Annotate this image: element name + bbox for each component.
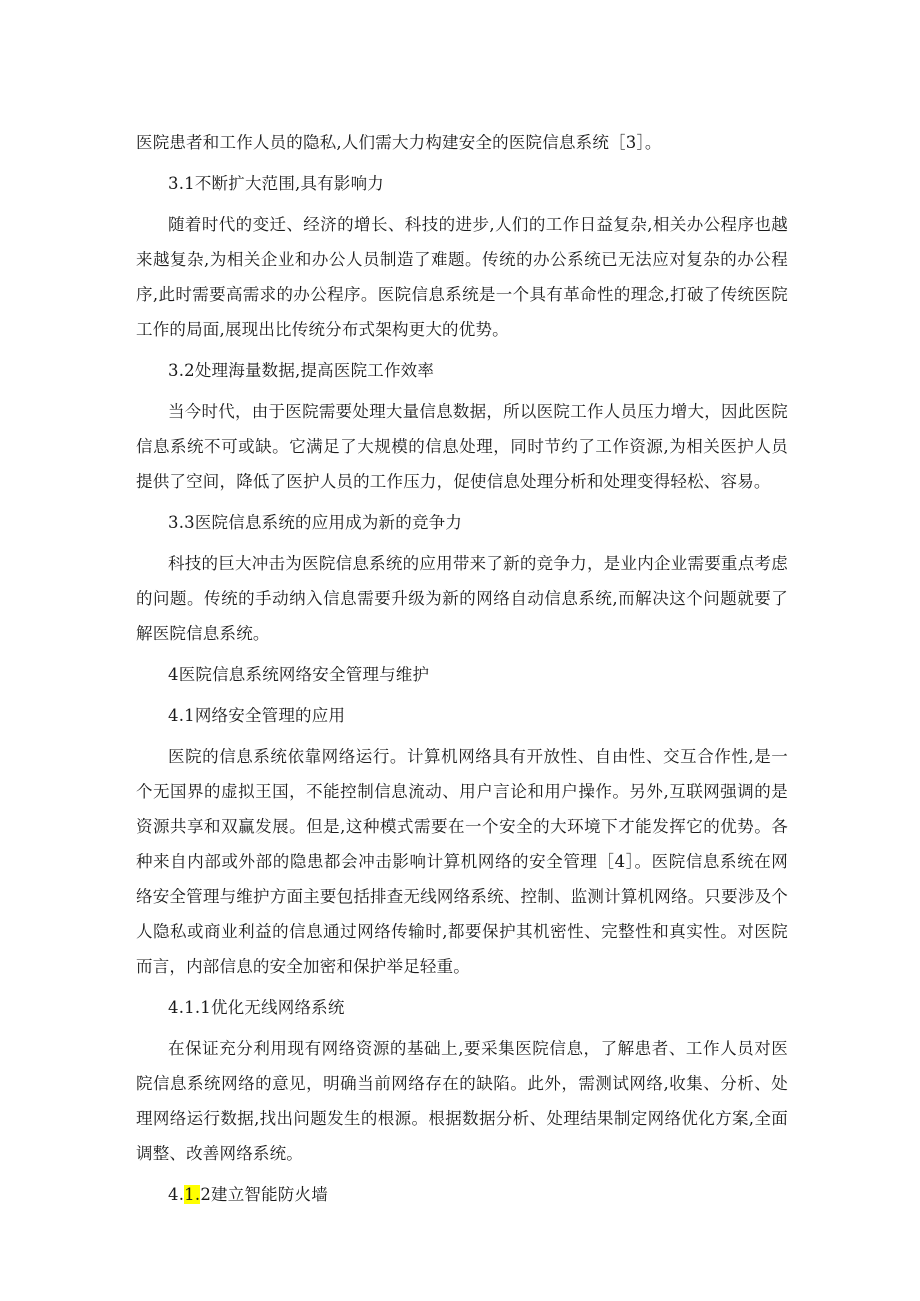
heading-4-1: 4.1网络安全管理的应用 bbox=[168, 706, 346, 725]
heading-4-1-1: 4.1.1优化无线网络系统 bbox=[168, 998, 345, 1017]
paragraph-3-2: 当今时代，由于医院需要处理大量信息数据，所以医院工作人员压力增大，因此医院信息系统不可或缺。它满足了大规模的信息处理，同时节约了工作资源,为相关医护人员提供了空间，降低了医护人员的工作压力，促使信息处理分析和处理变得轻松、容易。 bbox=[136, 402, 788, 491]
heading-3-1: 3.1不断扩大范围,具有影响力 bbox=[168, 174, 384, 193]
paragraph-3-1: 随着时代的变迁、经济的增长、科技的进步,人们的工作日益复杂,相关办公程序也越来越复杂,为相关企业和办公人员制造了难题。传统的办公系统已无法应对复杂的办公程序,此时需要高需求的办公程序。医院信息系统是一个具有革命性的理念,打破了传统医院工作的局面,展现出比传统分布式架构更大的优势。 bbox=[136, 215, 788, 339]
heading-3-2: 3.2处理海量数据,提高医院工作效率 bbox=[168, 361, 435, 380]
paragraph-4-1: 医院的信息系统依靠网络运行。计算机网络具有开放性、自由性、交互合作性,是一个无国界的虚拟王国，不能控制信息流动、用户言论和用户操作。另外,互联网强调的是资源共享和双赢发展。但是,这种模式需要在一个安全的大环境下才能发挥它的优势。各种来自内部或外部的隐患都会冲击影响计算机网络的安全管理［4］。医院信息系统在网络安全管理与维护方面主要包括排查无线网络系统、控制、监测计算机网络。只要涉及个人隐私或商业利益的信息通过网络传输时,都要保护其机密性、完整性和真实性。对医院而言，内部信息的安全加密和保护举足轻重。 bbox=[136, 747, 788, 976]
highlighted-text: 1. bbox=[184, 1185, 201, 1204]
heading-4-1-2 bbox=[136, 1177, 788, 1212]
document-body bbox=[136, 125, 788, 1212]
paragraph-4-1-1: 在保证充分利用现有网络资源的基础上,要采集医院信息，了解患者、工作人员对医院信息系统网络的意见，明确当前网络存在的缺陷。此外，需测试网络,收集、分析、处理网络运行数据,找出问题发生的根源。根据数据分析、处理结果制定网络优化方案,全面调整、改善网络系统。 bbox=[136, 1039, 788, 1163]
paragraph-privacy-intro: 医院患者和工作人员的隐私,人们需大力构建安全的医院信息系统［3］。 bbox=[136, 133, 662, 152]
heading-suffix: 2建立智能防火墙 bbox=[200, 1185, 328, 1204]
heading-4: 4医院信息系统网络安全管理与维护 bbox=[168, 665, 430, 684]
heading-3-3: 3.3医院信息系统的应用成为新的竞争力 bbox=[168, 513, 463, 532]
heading-prefix: 4. bbox=[168, 1185, 185, 1204]
paragraph-3-3: 科技的巨大冲击为医院信息系统的应用带来了新的竞争力，是业内企业需要重点考虑的问题。传统的手动纳入信息需要升级为新的网络自动信息系统,而解决这个问题就要了解医院信息系统。 bbox=[136, 554, 788, 643]
